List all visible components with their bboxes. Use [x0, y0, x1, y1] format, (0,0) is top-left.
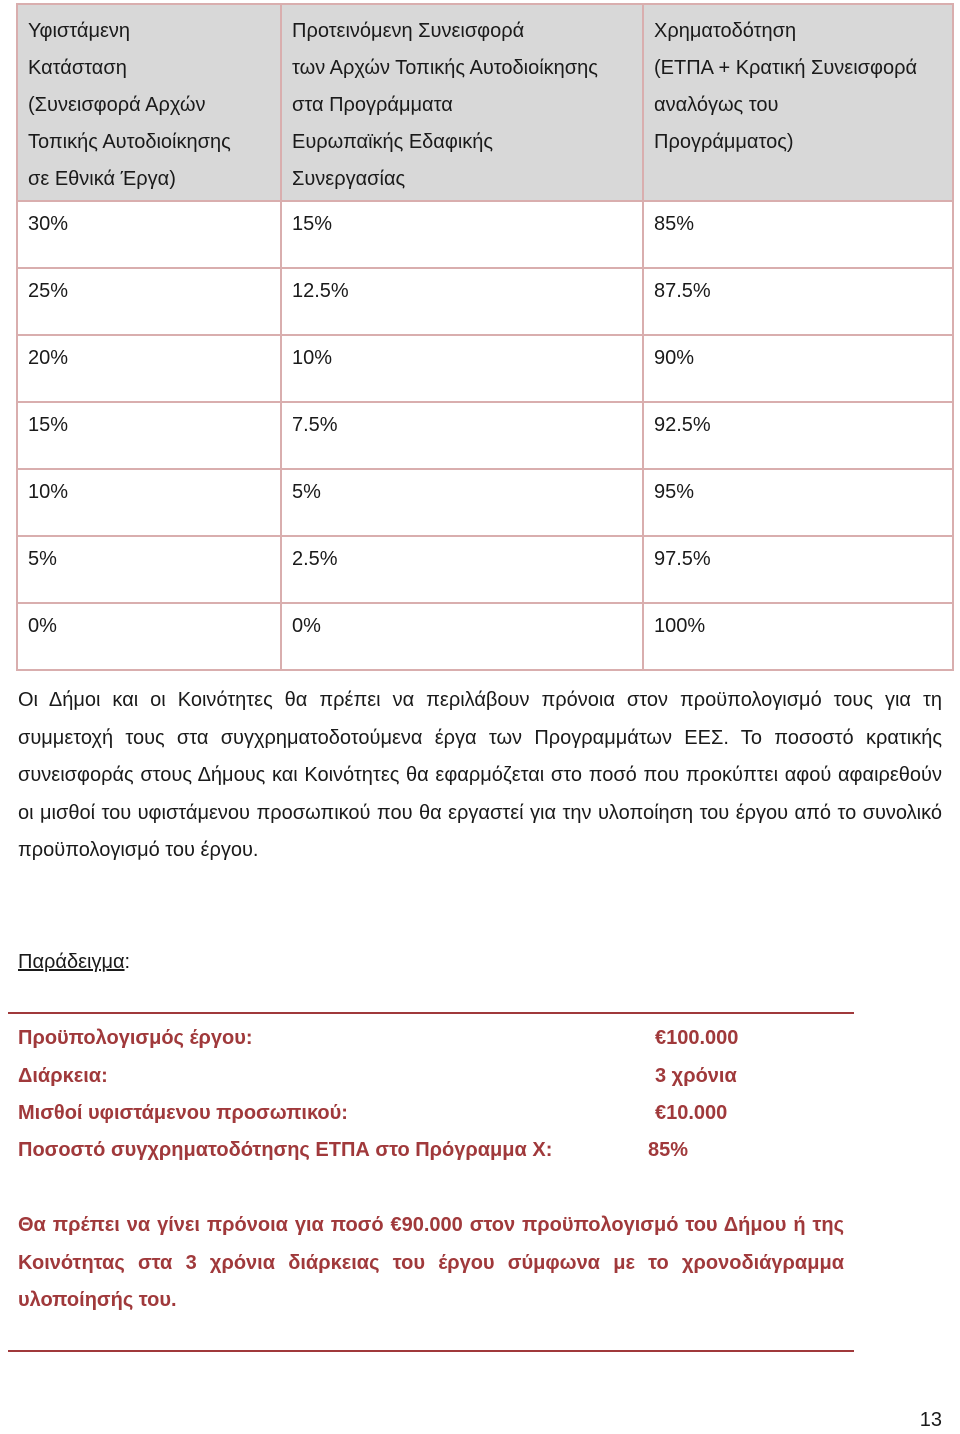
header-line: Προγράμματος)	[654, 131, 794, 153]
header-line: σε Εθνικά Έργα)	[28, 168, 176, 190]
table-cell: 10%	[281, 335, 643, 402]
example-heading	[18, 944, 130, 981]
table-cell: 90%	[643, 335, 953, 402]
example-item-budget	[18, 1020, 739, 1057]
table-header-row	[17, 4, 953, 201]
table-row	[17, 402, 953, 469]
example-item-value: 85%	[648, 1139, 689, 1161]
header-proposed-contribution	[281, 4, 643, 201]
header-line: των Αρχών Τοπικής Αυτοδιοίκησης	[292, 57, 598, 79]
table-cell: 95%	[643, 469, 953, 536]
divider-bottom	[8, 1350, 854, 1352]
table-row	[17, 268, 953, 335]
example-item-value: €100.000	[655, 1027, 739, 1049]
header-line: αναλόγως του	[654, 94, 779, 116]
table-cell: 30%	[17, 201, 281, 268]
example-item-label: Διάρκεια:	[18, 1065, 108, 1087]
example-colon: :	[124, 951, 131, 973]
header-line: Συνεργασίας	[292, 168, 406, 190]
table-cell: 7.5%	[281, 402, 643, 469]
table-cell: 15%	[281, 201, 643, 268]
table-row	[17, 335, 953, 402]
table-cell: 0%	[17, 603, 281, 670]
table-cell: 5%	[17, 536, 281, 603]
example-note: Θα πρέπει να γίνει πρόνοια για ποσό €90.000 στον προϋπολογισμό του Δήμου ή της Κοινότητας στα 3 χρόνια διάρκειας του έργου σύμφωνα με το χρονοδιάγραμμα υλοποίησής του.	[18, 1214, 844, 1311]
header-line: Χρηματοδότηση	[654, 20, 797, 42]
table-cell: 12.5%	[281, 268, 643, 335]
table-cell: 97.5%	[643, 536, 953, 603]
header-line: Προτεινόμενη Συνεισφορά	[292, 20, 525, 42]
example-item-value: 3 χρόνια	[655, 1065, 737, 1087]
table-cell: 92.5%	[643, 402, 953, 469]
example-item-label: Μισθοί υφιστάμενου προσωπικού:	[18, 1102, 348, 1124]
header-line: Κατάσταση	[28, 57, 127, 79]
table-cell: 15%	[17, 402, 281, 469]
table-row	[17, 536, 953, 603]
header-line: Ευρωπαϊκής Εδαφικής	[292, 131, 494, 153]
example-item-label: Προϋπολογισμός έργου:	[18, 1027, 253, 1049]
example-item-value: €10.000	[655, 1102, 728, 1124]
table-cell: 5%	[281, 469, 643, 536]
table-cell: 20%	[17, 335, 281, 402]
example-item-duration	[18, 1058, 737, 1095]
example-item-salaries	[18, 1095, 728, 1132]
header-funding	[643, 4, 953, 201]
header-line: Τοπικής Αυτοδιοίκησης	[28, 131, 231, 153]
header-line: (Συνεισφορά Αρχών	[28, 94, 206, 116]
table-row	[17, 201, 953, 268]
table-row	[17, 469, 953, 536]
table-cell: 0%	[281, 603, 643, 670]
header-line: Υφιστάμενη	[28, 20, 131, 42]
table-cell: 2.5%	[281, 536, 643, 603]
example-item-label: Ποσοστό συγχρηματοδότησης ΕΤΠΑ στο Πρόγραμμα Χ:	[18, 1139, 553, 1161]
contribution-table	[16, 3, 954, 671]
page-number: 13	[919, 1409, 942, 1431]
header-line: στα Προγράμματα	[292, 94, 453, 116]
table-cell: 100%	[643, 603, 953, 670]
header-line: (ΕΤΠΑ + Κρατική Συνεισφορά	[654, 57, 918, 79]
table-row	[17, 603, 953, 670]
divider-top	[8, 1012, 854, 1014]
table-cell: 10%	[17, 469, 281, 536]
table-cell: 87.5%	[643, 268, 953, 335]
example-item-cofinancing-rate	[18, 1132, 689, 1169]
header-current-status	[17, 4, 281, 201]
body-paragraph: Οι Δήμοι και οι Κοινότητες θα πρέπει να περιλάβουν πρόνοια στον προϋπολογισμό τους για τη συμμετοχή τους στα συγχρηματοδοτούμενα έργα των Προγραμμάτων ΕΕΣ. Το ποσοστό κρατικής συνεισφοράς στους Δήμους και Κοινότητες θα εφαρμόζεται στο ποσό που προκύπτει αφού αφαιρεθούν οι μισθοί του υφιστάμενου προσωπικού που θα εργαστεί για την υλοποίηση του έργου από το συνολικό προϋπολογισμό του έργου.	[18, 689, 942, 861]
table-cell: 85%	[643, 201, 953, 268]
example-title: Παράδειγμα	[18, 951, 125, 973]
table-cell: 25%	[17, 268, 281, 335]
